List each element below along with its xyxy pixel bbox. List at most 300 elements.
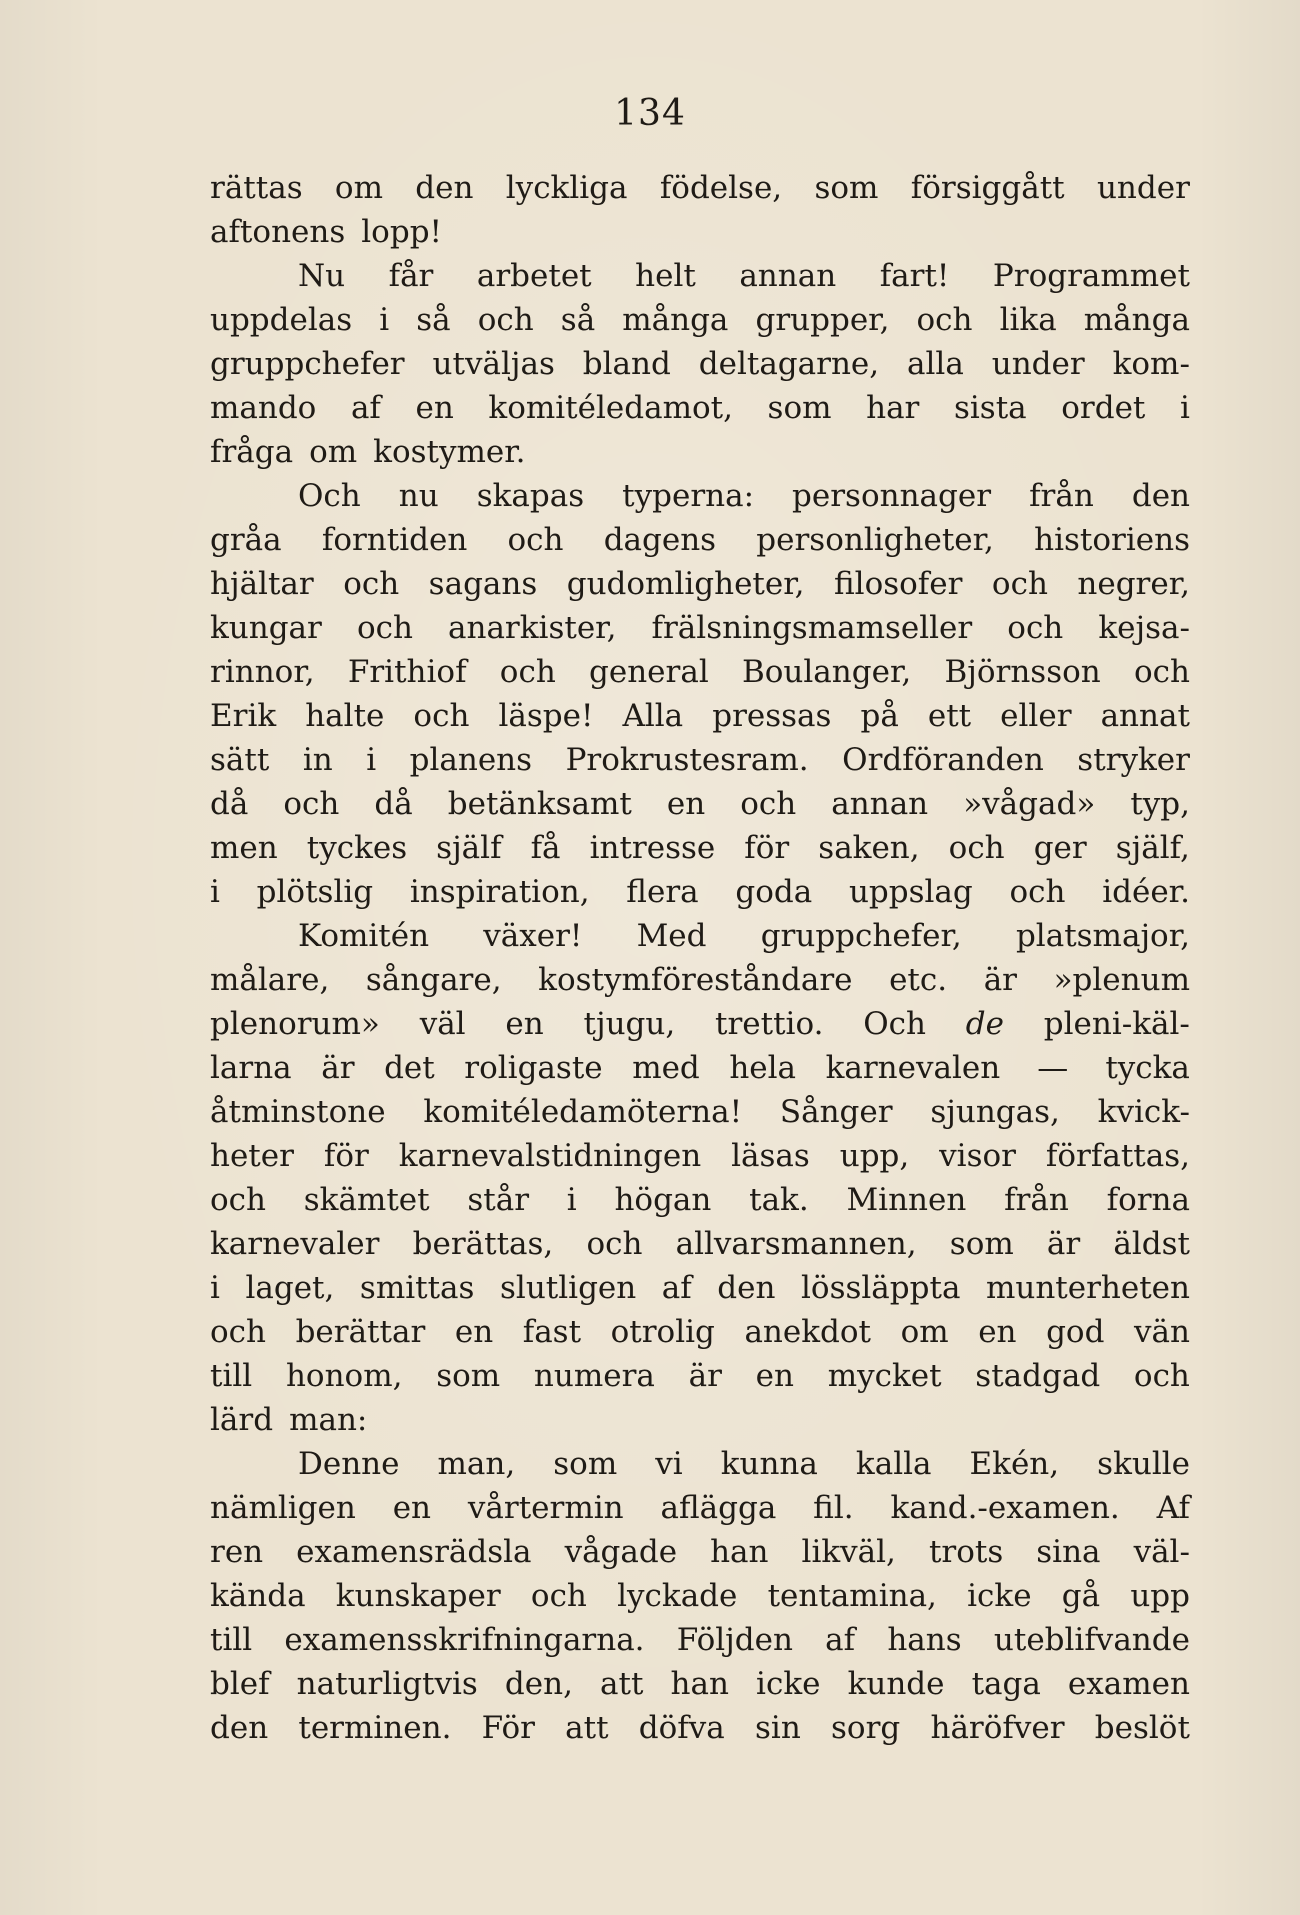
word: lärd — [210, 1402, 274, 1438]
word: mando — [210, 390, 317, 426]
word: planens — [409, 742, 533, 778]
word: »vågad» — [963, 786, 1096, 822]
word: gruppchefer, — [760, 918, 962, 954]
word: och — [586, 1226, 643, 1262]
word: under — [991, 346, 1085, 382]
word: icke — [967, 1578, 1032, 1614]
word: och — [1009, 874, 1066, 910]
word: personligheter, — [756, 522, 994, 558]
word: filosofer — [833, 566, 963, 602]
text-line — [210, 1090, 1190, 1134]
word: utväljas — [432, 346, 555, 382]
text-line — [210, 1310, 1190, 1354]
word: en — [666, 786, 706, 822]
word: deltagarne, — [698, 346, 880, 382]
word: skapas — [476, 478, 585, 514]
word: man: — [289, 1402, 368, 1438]
word: naturligtvis — [296, 1666, 478, 1702]
word: en — [755, 1358, 794, 1394]
word: och — [991, 566, 1048, 602]
word: Ordföranden — [842, 742, 1044, 778]
word: visor — [939, 1138, 1016, 1174]
word: och — [499, 654, 556, 690]
word: Alla — [622, 698, 684, 734]
word: på — [860, 698, 899, 734]
word: författas, — [1045, 1138, 1190, 1174]
text-line — [210, 518, 1190, 562]
word: kunna — [720, 1446, 818, 1482]
word: i — [210, 874, 220, 910]
word: och — [1007, 610, 1064, 646]
word: upp — [1130, 1578, 1190, 1614]
word: examen — [1067, 1666, 1190, 1702]
word: blef — [210, 1666, 270, 1702]
text-line — [210, 1002, 1190, 1046]
word: har — [866, 390, 920, 426]
word: »plenum — [1053, 962, 1190, 998]
word: trots — [928, 1534, 1004, 1570]
word: fart! — [879, 258, 950, 294]
word: trettio. — [715, 1006, 824, 1042]
word: anarkister, — [448, 610, 617, 646]
word: Komitén — [298, 918, 430, 954]
word: de — [965, 1006, 1004, 1042]
word: stadgad — [975, 1358, 1101, 1394]
word: general — [589, 654, 709, 690]
text-line — [210, 1706, 1190, 1750]
word: en — [454, 1314, 494, 1350]
word: som — [949, 1226, 1014, 1262]
word: — — [1037, 1050, 1069, 1086]
word: för — [323, 1138, 369, 1174]
word: smittas — [359, 1270, 475, 1306]
word: pressas — [712, 698, 832, 734]
word: själf, — [1115, 830, 1190, 866]
text-line — [210, 210, 1190, 254]
word: likväl, — [801, 1534, 896, 1570]
word: får — [388, 258, 434, 294]
word: icke — [756, 1666, 821, 1702]
word: en — [392, 1490, 432, 1526]
text-line — [210, 254, 1190, 298]
text-line — [210, 1662, 1190, 1706]
word: uppdelas — [210, 302, 353, 338]
word: lopp! — [361, 214, 442, 250]
word: äldst — [1113, 1226, 1190, 1262]
word: som — [814, 170, 879, 206]
word: sjungas, — [930, 1094, 1060, 1130]
word: och — [740, 786, 797, 822]
word: pleni-käl- — [1043, 1006, 1190, 1042]
word: en — [978, 1314, 1017, 1350]
word: typ, — [1130, 786, 1190, 822]
word: den — [717, 1270, 776, 1306]
text-line — [210, 1486, 1190, 1530]
word: kunskaper — [335, 1578, 501, 1614]
word: saken, — [818, 830, 920, 866]
word: munterheten — [985, 1270, 1190, 1306]
word: Med — [636, 918, 707, 954]
word: i — [566, 1182, 577, 1218]
word: från — [1004, 1182, 1069, 1218]
word: larna — [210, 1050, 292, 1086]
word: plötslig — [256, 874, 374, 910]
word: eller — [1000, 698, 1072, 734]
body-text — [210, 166, 1190, 1750]
word: forntiden — [321, 522, 468, 558]
word: ordet — [1061, 390, 1146, 426]
word: han — [670, 1666, 729, 1702]
text-line — [210, 958, 1190, 1002]
word: Prokrustesram. — [565, 742, 809, 778]
word: en — [415, 390, 454, 426]
word: Nu — [298, 258, 346, 294]
text-line — [210, 1354, 1190, 1398]
word: till — [210, 1358, 253, 1394]
word: åtminstone — [210, 1094, 386, 1130]
word: vågade — [564, 1534, 678, 1570]
word: anekdot — [744, 1314, 871, 1350]
word: ren — [210, 1534, 264, 1570]
word: i — [210, 1270, 220, 1306]
word: den — [210, 1710, 269, 1746]
word: Denne — [298, 1446, 400, 1482]
word: tycka — [1105, 1050, 1190, 1086]
text-line — [210, 166, 1190, 210]
word: hela — [729, 1050, 797, 1086]
word: vi — [655, 1446, 683, 1482]
text-line — [210, 1530, 1190, 1574]
word: nämligen — [210, 1490, 356, 1526]
word: sångare, — [365, 962, 502, 998]
word: etc. — [889, 962, 948, 998]
word: det — [384, 1050, 435, 1086]
word: lyckliga — [505, 170, 628, 206]
text-line — [210, 1574, 1190, 1618]
text-line — [210, 1178, 1190, 1222]
text-line — [210, 430, 1190, 474]
word: och — [210, 1314, 266, 1350]
page-number: 134 — [614, 93, 686, 134]
word: goda — [735, 874, 813, 910]
word: af — [661, 1270, 692, 1306]
word: kejsa- — [1098, 610, 1190, 646]
word: om — [309, 434, 358, 470]
word: för — [744, 830, 790, 866]
word: i — [366, 742, 377, 778]
word: kand.-examen. — [890, 1490, 1120, 1526]
word: är — [983, 962, 1017, 998]
word: ett — [927, 698, 972, 734]
text-line — [210, 386, 1190, 430]
word: målare, — [210, 962, 330, 998]
word: Och — [863, 1006, 926, 1042]
word: sina — [1036, 1534, 1101, 1570]
word: fråga — [210, 434, 294, 470]
text-line — [210, 1618, 1190, 1662]
word: rättas — [210, 170, 303, 206]
word: att — [600, 1666, 644, 1702]
word: en — [505, 1006, 544, 1042]
word: karnevalstidningen — [398, 1138, 702, 1174]
word: ger — [1033, 830, 1087, 866]
word: lössläppta — [801, 1270, 961, 1306]
word: och — [507, 522, 564, 558]
word: och — [1133, 654, 1190, 690]
text-line — [210, 1046, 1190, 1090]
word: tyckes — [306, 830, 408, 866]
word: och — [916, 302, 973, 338]
word: tjugu, — [583, 1006, 676, 1042]
word: betänksamt — [447, 786, 632, 822]
word: kända — [210, 1578, 306, 1614]
word: i — [379, 302, 390, 338]
word: och — [283, 786, 340, 822]
text-line — [210, 1222, 1190, 1266]
word: är — [321, 1050, 355, 1086]
word: historiens — [1034, 522, 1190, 558]
word: forna — [1106, 1182, 1190, 1218]
word: med — [632, 1050, 700, 1086]
word: som — [553, 1446, 618, 1482]
text-line — [210, 694, 1190, 738]
word: dagens — [603, 522, 717, 558]
word: tak. — [749, 1182, 809, 1218]
word: kom- — [1112, 346, 1190, 382]
word: och — [356, 610, 413, 646]
word: är — [688, 1358, 722, 1394]
word: helt — [635, 258, 696, 294]
word: är — [1046, 1226, 1081, 1262]
word: till — [210, 1622, 253, 1658]
text-line — [210, 298, 1190, 342]
word: annan — [739, 258, 837, 294]
text-line — [210, 782, 1190, 826]
word: examensskrifningarna. — [284, 1622, 645, 1658]
text-line — [210, 1398, 1190, 1442]
word: allvarsmannen, — [675, 1226, 917, 1262]
word: kostymföreståndare — [538, 962, 853, 998]
word: kalla — [855, 1446, 932, 1482]
word: beslöt — [1094, 1710, 1190, 1746]
word: intresse — [589, 830, 716, 866]
text-line — [210, 1134, 1190, 1178]
word: vårtermin — [467, 1490, 624, 1526]
word: många — [622, 302, 729, 338]
word: komitéledamöterna! — [423, 1094, 743, 1130]
word: frälsningsmamseller — [651, 610, 973, 646]
word: kvick- — [1097, 1094, 1190, 1130]
word: att — [565, 1710, 609, 1746]
word: plenorum» — [210, 1006, 380, 1042]
word: och — [1133, 1358, 1190, 1394]
word: den — [1131, 478, 1190, 514]
word: terminen. — [298, 1710, 452, 1746]
word: och — [477, 302, 534, 338]
word: roligaste — [464, 1050, 603, 1086]
text-line — [210, 826, 1190, 870]
text-line — [210, 738, 1190, 782]
word: den, — [504, 1666, 573, 1702]
word: själf — [436, 830, 502, 866]
word: laget, — [245, 1270, 335, 1306]
word: väl — [419, 1006, 466, 1042]
word: väl- — [1133, 1534, 1190, 1570]
word: födelse, — [659, 170, 783, 206]
word: då — [374, 786, 413, 822]
text-line — [210, 870, 1190, 914]
word: läsas — [731, 1138, 810, 1174]
word: gudomligheter, — [566, 566, 805, 602]
word: den — [415, 170, 474, 206]
word: idéer. — [1102, 874, 1190, 910]
word: tentamina, — [767, 1578, 937, 1614]
word: få — [530, 830, 561, 866]
word: och — [343, 566, 400, 602]
word: För — [481, 1710, 535, 1746]
word: sorg — [831, 1710, 901, 1746]
word: skulle — [1097, 1446, 1190, 1482]
word: Erik — [210, 698, 277, 734]
word: heter — [210, 1138, 294, 1174]
word: mycket — [827, 1358, 942, 1394]
word: och — [413, 698, 470, 734]
word: om — [900, 1314, 949, 1350]
word: som — [436, 1358, 501, 1394]
word: sätt — [210, 742, 270, 778]
word: upp, — [839, 1138, 910, 1174]
word: så — [560, 302, 596, 338]
word: står — [467, 1182, 530, 1218]
word: aflägga — [660, 1490, 777, 1526]
word: Programmet — [992, 258, 1190, 294]
word: så — [416, 302, 451, 338]
word: rinnor, — [210, 654, 315, 690]
word: bland — [582, 346, 671, 382]
word: uteblifvande — [993, 1622, 1190, 1658]
word: växer! — [483, 918, 583, 954]
word: personnager — [792, 478, 992, 514]
word: många — [1083, 302, 1190, 338]
word: kostymer. — [373, 434, 526, 470]
word: han — [710, 1534, 769, 1570]
word: döfva — [638, 1710, 725, 1746]
word: gå — [1061, 1578, 1101, 1614]
text-line — [210, 342, 1190, 386]
word: af — [350, 390, 381, 426]
word: flera — [626, 874, 699, 910]
word: nu — [398, 478, 439, 514]
word: sista — [953, 390, 1027, 426]
word: sagans — [428, 566, 538, 602]
word: fil. — [813, 1490, 854, 1526]
word: berättar — [295, 1314, 426, 1350]
word: examensrädsla — [296, 1534, 532, 1570]
word: skämtet — [303, 1182, 430, 1218]
text-line — [210, 914, 1190, 958]
word: kunde — [847, 1666, 945, 1702]
text-line — [210, 1266, 1190, 1310]
word: alla — [907, 346, 964, 382]
word: och — [210, 1182, 266, 1218]
word: Boulanger, — [741, 654, 912, 690]
word: man, — [437, 1446, 516, 1482]
word: och — [948, 830, 1005, 866]
word: då — [210, 786, 249, 822]
word: Minnen — [846, 1182, 967, 1218]
word: men — [210, 830, 278, 866]
word: Frithiof — [347, 654, 467, 690]
word: och — [530, 1578, 587, 1614]
word: häröfver — [930, 1710, 1065, 1746]
word: karnevalen — [825, 1050, 1001, 1086]
word: som — [767, 390, 832, 426]
word: sin — [755, 1710, 801, 1746]
word: under — [1096, 170, 1190, 206]
word: i — [1179, 390, 1190, 426]
word: komitéledamot, — [488, 390, 733, 426]
word: grupper, — [755, 302, 890, 338]
word: försiggått — [910, 170, 1065, 206]
word: lyckade — [617, 1578, 738, 1614]
word: inspiration, — [409, 874, 590, 910]
word: Sånger — [779, 1094, 893, 1130]
word: Och — [298, 478, 361, 514]
word: slutligen — [500, 1270, 637, 1306]
word: arbetet — [476, 258, 592, 294]
word: Af — [1156, 1490, 1190, 1526]
word: god — [1046, 1314, 1105, 1350]
text-line — [210, 606, 1190, 650]
word: negrer, — [1077, 566, 1190, 602]
word: gråa — [210, 522, 282, 558]
text-line — [210, 650, 1190, 694]
word: af — [825, 1622, 856, 1658]
word: aftonens — [210, 214, 346, 250]
word: högan — [614, 1182, 712, 1218]
word: honom, — [285, 1358, 403, 1394]
word: gruppchefer — [210, 346, 405, 382]
word: halte — [305, 698, 385, 734]
text-line — [210, 474, 1190, 518]
word: in — [302, 742, 333, 778]
word: annan — [831, 786, 929, 822]
word: om — [334, 170, 383, 206]
word: kungar — [210, 610, 322, 646]
text-line — [210, 1442, 1190, 1486]
word: lika — [999, 302, 1057, 338]
word: fast — [522, 1314, 582, 1350]
word: vän — [1133, 1314, 1190, 1350]
word: karnevaler — [210, 1226, 380, 1262]
word: hjältar — [210, 566, 314, 602]
word: läspe! — [498, 698, 594, 734]
word: Följden — [676, 1622, 793, 1658]
word: Björnsson — [944, 654, 1101, 690]
word: från — [1029, 478, 1094, 514]
word: stryker — [1077, 742, 1190, 778]
word: Ekén, — [969, 1446, 1060, 1482]
word: taga — [971, 1666, 1041, 1702]
word: otrolig — [610, 1314, 715, 1350]
word: typerna: — [622, 478, 755, 514]
word: annat — [1100, 698, 1190, 734]
word: numera — [533, 1358, 655, 1394]
text-line — [210, 562, 1190, 606]
word: berättas, — [412, 1226, 554, 1262]
word: hans — [887, 1622, 962, 1658]
word: platsmajor, — [1015, 918, 1190, 954]
